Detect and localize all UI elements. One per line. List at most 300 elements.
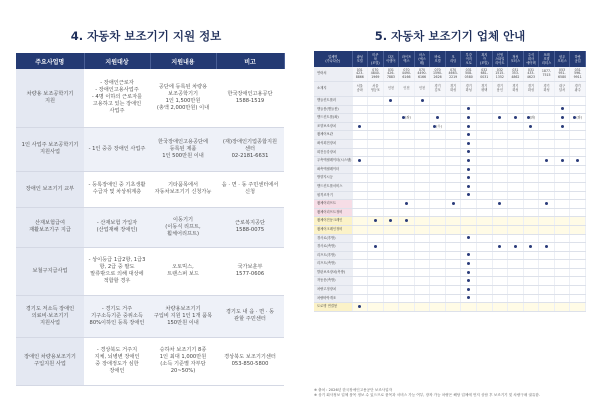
- support-program-name: 장애인 보조기기 교부: [16, 171, 84, 207]
- product-row: [314, 97, 586, 106]
- vendor-header-corner: 업체명 (가나다순): [314, 51, 352, 67]
- product-cell: [570, 260, 586, 269]
- product-cell: [492, 139, 508, 148]
- product-cell: [352, 114, 368, 123]
- product-cell: [508, 251, 524, 260]
- product-cell: [430, 105, 446, 114]
- product-cell: [368, 268, 384, 277]
- vendor-info-cell: 070 1590- 2626: [430, 67, 446, 82]
- vendor-info-cell: 070 4490- 6166: [399, 67, 415, 82]
- product-cell: [461, 294, 477, 303]
- availability-dot-icon: [467, 116, 470, 119]
- product-cell: [414, 97, 430, 106]
- product-label: 리프트(후방): [314, 251, 352, 260]
- product-cell: [477, 217, 493, 226]
- product-cell: [477, 165, 493, 174]
- product-cell: [430, 225, 446, 234]
- product-cell: [461, 165, 477, 174]
- product-cell: [399, 191, 415, 200]
- product-cell: [508, 277, 524, 286]
- product-cell: [414, 234, 430, 243]
- availability-dot-icon: [529, 245, 532, 248]
- product-cell: [508, 286, 524, 295]
- product-cell: [508, 294, 524, 303]
- product-cell: [414, 251, 430, 260]
- product-cell: [430, 200, 446, 209]
- product-cell: [523, 105, 539, 114]
- vendor-info-cell: 대구 달서: [554, 82, 570, 97]
- product-cell: [508, 234, 524, 243]
- product-cell: [352, 122, 368, 131]
- product-cell: [477, 148, 493, 157]
- product-cell: [523, 286, 539, 295]
- product-cell: [554, 131, 570, 140]
- product-cell: [383, 277, 399, 286]
- vendor-name-header: 부강 이지 오토: [461, 51, 477, 67]
- availability-dot-icon: [467, 142, 470, 145]
- product-cell: [523, 260, 539, 269]
- product-cell: [523, 277, 539, 286]
- availability-dot-icon: [467, 193, 470, 196]
- vendor-info-cell: 경기 광주: [570, 82, 586, 97]
- availability-dot-icon: [561, 116, 564, 119]
- support-row: [16, 69, 284, 127]
- product-cell: [523, 243, 539, 252]
- vendor-name-header: 포레 모빌 리티스: [539, 51, 555, 67]
- product-row: [314, 105, 586, 114]
- support-cell: 근로복지공단 1588-0075: [216, 207, 284, 247]
- product-cell: [445, 191, 461, 200]
- product-cell: [383, 286, 399, 295]
- support-program-name: 산재보험급여 재활보조기구 지급: [16, 207, 84, 247]
- product-cell: [554, 174, 570, 183]
- product-cell: [492, 157, 508, 166]
- product-cell: [430, 286, 446, 295]
- vendor-info-cell: 031 426- 7883: [383, 67, 399, 82]
- product-cell: [430, 174, 446, 183]
- product-cell: [445, 268, 461, 277]
- support-header-cell: 지원내용: [150, 53, 216, 69]
- vendor-info-label: 소재지: [314, 82, 352, 97]
- product-cell: [383, 165, 399, 174]
- vendor-info-cell: 경기 평택: [477, 82, 493, 97]
- product-cell: [554, 260, 570, 269]
- product-cell: [430, 131, 446, 140]
- product-cell: [368, 165, 384, 174]
- product-cell: [352, 234, 368, 243]
- availability-dot-icon: [561, 107, 564, 110]
- product-label: 발판보조장치(측방): [314, 268, 352, 277]
- availability-dot-icon: [561, 159, 564, 162]
- vendor-info-cell: 경기 화성: [461, 82, 477, 97]
- product-cell: [399, 268, 415, 277]
- product-cell: [570, 157, 586, 166]
- availability-side-label: (좌): [529, 115, 536, 120]
- product-cell: [539, 114, 555, 123]
- product-cell: [492, 277, 508, 286]
- vendor-info-cell: 인천: [414, 82, 430, 97]
- product-cell: [570, 234, 586, 243]
- product-cell: [523, 139, 539, 148]
- product-cell: [368, 122, 384, 131]
- product-cell: [383, 251, 399, 260]
- product-cell: [445, 208, 461, 217]
- product-cell: [492, 268, 508, 277]
- product-cell: [352, 131, 368, 140]
- product-cell: [461, 105, 477, 114]
- product-cell: [368, 97, 384, 106]
- product-cell: [352, 157, 368, 166]
- vendor-info-cell: 031 433- 4623: [523, 67, 539, 82]
- product-cell: [399, 277, 415, 286]
- product-cell: [368, 208, 384, 217]
- support-program-name: 1인 사업주 보조공학기기 지원사업: [16, 127, 84, 171]
- product-cell: [523, 131, 539, 140]
- vendor-info-cell: 031 596- 9911: [570, 67, 586, 82]
- support-program-name: 차량용 보조공학기기 지원: [16, 69, 84, 127]
- product-cell: [368, 105, 384, 114]
- product-cell: [554, 286, 570, 295]
- product-cell: [461, 174, 477, 183]
- product-cell: [461, 277, 477, 286]
- support-cell: 경기도 내 읍 · 면 · 동 관할 주민센터: [216, 295, 284, 337]
- product-cell: [399, 157, 415, 166]
- availability-side-label: (좌): [576, 115, 582, 120]
- product-row: [314, 174, 586, 183]
- product-cell: [368, 217, 384, 226]
- product-cell: [492, 208, 508, 217]
- product-cell: [477, 251, 493, 260]
- product-cell: [477, 131, 493, 140]
- product-cell: [570, 303, 586, 312]
- product-cell: [492, 191, 508, 200]
- product-cell: [352, 174, 368, 183]
- product-label: 경사로(후방): [314, 234, 352, 243]
- product-row: [314, 260, 586, 269]
- product-cell: [445, 277, 461, 286]
- product-cell: [414, 208, 430, 217]
- availability-dot-icon: [374, 219, 377, 222]
- support-info-table: [16, 53, 285, 386]
- product-cell: [508, 191, 524, 200]
- product-cell: [523, 234, 539, 243]
- product-cell: [383, 217, 399, 226]
- product-cell: [508, 174, 524, 183]
- product-cell: [508, 303, 524, 312]
- product-label: 휠체어리프트정비: [314, 208, 352, 217]
- product-cell: [539, 97, 555, 106]
- product-cell: [383, 182, 399, 191]
- product-cell: [430, 234, 446, 243]
- availability-dot-icon: [467, 176, 470, 179]
- product-cell: [508, 268, 524, 277]
- availability-dot-icon: [514, 116, 517, 119]
- vendor-name-header: 주식 회사 에이텍: [523, 51, 539, 67]
- product-cell: [352, 191, 368, 200]
- vendor-info-cell: 경기 화성: [508, 82, 524, 97]
- availability-dot-icon: [467, 279, 470, 282]
- vendor-notes: [314, 388, 586, 398]
- product-cell: [430, 260, 446, 269]
- support-cell: - 1인 중증 장애인 사업주: [84, 127, 150, 171]
- product-cell: [445, 200, 461, 209]
- availability-dot-icon: [405, 202, 408, 205]
- vendor-info-cell: 031 508- 0580: [461, 67, 477, 82]
- product-cell: [445, 225, 461, 234]
- product-cell: [523, 165, 539, 174]
- product-cell: [445, 105, 461, 114]
- product-cell: [352, 277, 368, 286]
- product-cell: [352, 243, 368, 252]
- availability-side-label: (좌): [405, 115, 411, 120]
- support-row: [16, 127, 284, 171]
- product-cell: [477, 268, 493, 277]
- product-cell: [492, 200, 508, 209]
- availability-dot-icon: [561, 125, 564, 128]
- product-cell: [554, 277, 570, 286]
- product-cell: [445, 148, 461, 157]
- product-cell: [414, 217, 430, 226]
- product-cell: [492, 148, 508, 157]
- product-cell: [508, 208, 524, 217]
- product-label: 경사로(측방): [314, 243, 352, 252]
- product-cell: [399, 286, 415, 295]
- availability-dot-icon: [467, 185, 470, 188]
- availability-dot-icon: [498, 245, 501, 248]
- product-cell: [554, 139, 570, 148]
- product-cell: [492, 174, 508, 183]
- availability-dot-icon: [545, 245, 548, 248]
- product-cell: [554, 200, 570, 209]
- support-cell: 한국장애인고용공단에 등록된 제품 1인 500만원 이내: [150, 127, 216, 171]
- support-row: [16, 171, 284, 207]
- product-cell: [570, 208, 586, 217]
- support-cell: (재)장애인기업종합지원 센터 02-2181-6631: [216, 127, 284, 171]
- support-cell: 승하차 보조기기 8종 1인 최대 1,000만원 (소득 기준별 자부담 20~50%): [150, 337, 216, 385]
- product-cell: [352, 260, 368, 269]
- product-label: 핸드컨트롤서비스: [314, 182, 352, 191]
- product-cell: [430, 268, 446, 277]
- product-cell: [368, 286, 384, 295]
- product-cell: [352, 97, 368, 106]
- product-cell: [554, 208, 570, 217]
- product-cell: [414, 260, 430, 269]
- product-label: 방향지시등: [314, 174, 352, 183]
- support-cell: 오토믹스, 트랜스퍼 보드: [150, 247, 216, 295]
- vendor-info-cell: 1877- 7515: [539, 67, 555, 82]
- product-cell: [368, 148, 384, 157]
- product-label: 좌석회전장치: [314, 139, 352, 148]
- product-row: [314, 200, 586, 209]
- availability-dot-icon: [358, 125, 361, 128]
- product-cell: [352, 148, 368, 157]
- vendor-info-cell: 032 681- 0031: [477, 67, 493, 82]
- product-row: [314, 122, 586, 131]
- availability-dot-icon: [452, 202, 455, 205]
- product-label: 핸들컨트롤러: [314, 97, 352, 106]
- product-label: 휠체어전동크레인: [314, 217, 352, 226]
- product-cell: [368, 260, 384, 269]
- product-cell: [539, 182, 555, 191]
- product-cell: [492, 234, 508, 243]
- product-cell: [383, 260, 399, 269]
- product-cell: [539, 200, 555, 209]
- vendor-info-cell: 070 4490- 6166: [414, 67, 430, 82]
- product-cell: [383, 303, 399, 312]
- vendor-info-cell: 서울 송파: [352, 82, 368, 97]
- availability-dot-icon: [421, 99, 424, 102]
- product-cell: [570, 243, 586, 252]
- product-cell: [461, 208, 477, 217]
- product-cell: [383, 191, 399, 200]
- vendor-info-cell: 인천: [399, 82, 415, 97]
- product-cell: [570, 294, 586, 303]
- product-cell: [383, 97, 399, 106]
- product-cell: [352, 225, 368, 234]
- product-cell: [399, 139, 415, 148]
- product-cell: [477, 122, 493, 131]
- product-cell: [368, 200, 384, 209]
- vendor-info-cell: 인천: [383, 82, 399, 97]
- availability-dot-icon: [405, 219, 408, 222]
- product-cell: [539, 234, 555, 243]
- product-cell: [430, 122, 446, 131]
- product-cell: [492, 131, 508, 140]
- product-cell: [523, 191, 539, 200]
- availability-dot-icon: [389, 99, 392, 102]
- product-cell: [477, 114, 493, 123]
- product-cell: [414, 114, 430, 123]
- product-cell: [383, 174, 399, 183]
- product-cell: [554, 225, 570, 234]
- product-cell: [430, 294, 446, 303]
- product-label: 우측엑셀레이터(시스템): [314, 157, 352, 166]
- product-cell: [570, 148, 586, 157]
- product-cell: [461, 157, 477, 166]
- product-cell: [461, 225, 477, 234]
- product-cell: [461, 148, 477, 157]
- product-cell: [523, 217, 539, 226]
- vendor-info-cell: 053 951- 6580: [554, 67, 570, 82]
- product-cell: [508, 157, 524, 166]
- support-cell: 기타품목에서 자동차보조기기 신청가능: [150, 171, 216, 207]
- availability-dot-icon: [374, 245, 377, 248]
- product-cell: [383, 243, 399, 252]
- product-row: [314, 251, 586, 260]
- product-cell: [445, 286, 461, 295]
- product-cell: [445, 114, 461, 123]
- product-cell: [399, 131, 415, 140]
- support-cell: - 산재보험 가입자 (산업재해 장애인): [84, 207, 150, 247]
- vendor-name-header: 모 리딩: [445, 51, 461, 67]
- vendor-header-row: [314, 51, 586, 67]
- product-cell: [539, 251, 555, 260]
- product-cell: [461, 217, 477, 226]
- product-row: [314, 277, 586, 286]
- product-row: [314, 131, 586, 140]
- product-cell: [383, 131, 399, 140]
- product-cell: [399, 208, 415, 217]
- product-cell: [368, 277, 384, 286]
- product-cell: [383, 234, 399, 243]
- product-cell: [461, 303, 477, 312]
- product-cell: [430, 139, 446, 148]
- product-cell: [383, 122, 399, 131]
- product-cell: [414, 122, 430, 131]
- product-cell: [539, 122, 555, 131]
- product-cell: [508, 148, 524, 157]
- product-cell: [570, 217, 586, 226]
- product-cell: [414, 139, 430, 148]
- product-cell: [461, 268, 477, 277]
- product-cell: [352, 165, 368, 174]
- product-cell: [352, 303, 368, 312]
- product-row: [314, 303, 586, 312]
- support-cell: 경상북도 보조기기센터 053-850-5800: [216, 337, 284, 385]
- product-cell: [445, 165, 461, 174]
- product-cell: [368, 234, 384, 243]
- product-cell: [477, 225, 493, 234]
- product-label: 회전승강장치: [314, 148, 352, 157]
- product-cell: [523, 157, 539, 166]
- product-cell: [414, 243, 430, 252]
- support-row: [16, 247, 284, 295]
- product-cell: [352, 208, 368, 217]
- support-cell: - 장애인근로자 - 장애인고용사업주 - 4명 이하의 근로자를 고용하고 있는 장애인 사업주: [84, 69, 150, 127]
- product-cell: [539, 217, 555, 226]
- product-cell: [570, 105, 586, 114]
- product-cell: [414, 294, 430, 303]
- product-cell: [570, 97, 586, 106]
- product-cell: [368, 182, 384, 191]
- product-cell: [554, 268, 570, 277]
- availability-dot-icon: [514, 245, 517, 248]
- vendor-info-label: 연락처: [314, 67, 352, 82]
- vendor-info-cell: 031 423- 8866: [352, 67, 368, 82]
- support-cell: - 경기도 거주 기구소득기준 중위소득 80%이하인 등록 장애인: [84, 295, 150, 337]
- support-cell: - 경상북도 거주지 지체, 뇌병변 장애인 중 장애정도가 심한 장애인: [84, 337, 150, 385]
- product-cell: [539, 105, 555, 114]
- product-cell: [352, 182, 368, 191]
- product-row: [314, 148, 586, 157]
- support-header-cell: 비고: [216, 53, 284, 69]
- product-label: 조향보조장치: [314, 122, 352, 131]
- product-cell: [445, 303, 461, 312]
- product-cell: [414, 157, 430, 166]
- product-cell: [445, 174, 461, 183]
- product-cell: [492, 122, 508, 131]
- vendor-name-header: 하람 공업: [570, 51, 586, 67]
- product-cell: [492, 97, 508, 106]
- product-cell: [508, 122, 524, 131]
- product-row: [314, 243, 586, 252]
- product-cell: [523, 148, 539, 157]
- product-cell: [430, 191, 446, 200]
- availability-dot-icon: [467, 125, 470, 128]
- support-cell: - 상이등급 1급2항, 1급3 항, 2급 중 팔도 말류밖으로 의해 대상에 적합할 경우: [84, 247, 150, 295]
- product-cell: [414, 148, 430, 157]
- product-cell: [352, 251, 368, 260]
- availability-dot-icon: [545, 159, 548, 162]
- product-cell: [461, 97, 477, 106]
- product-cell: [352, 139, 368, 148]
- product-cell: [570, 182, 586, 191]
- vendor-info-cell: 070 4840- 1969: [368, 67, 384, 82]
- vendor-info-cell: 경기 화성: [445, 82, 461, 97]
- product-cell: [445, 234, 461, 243]
- product-cell: [430, 182, 446, 191]
- product-cell: [399, 303, 415, 312]
